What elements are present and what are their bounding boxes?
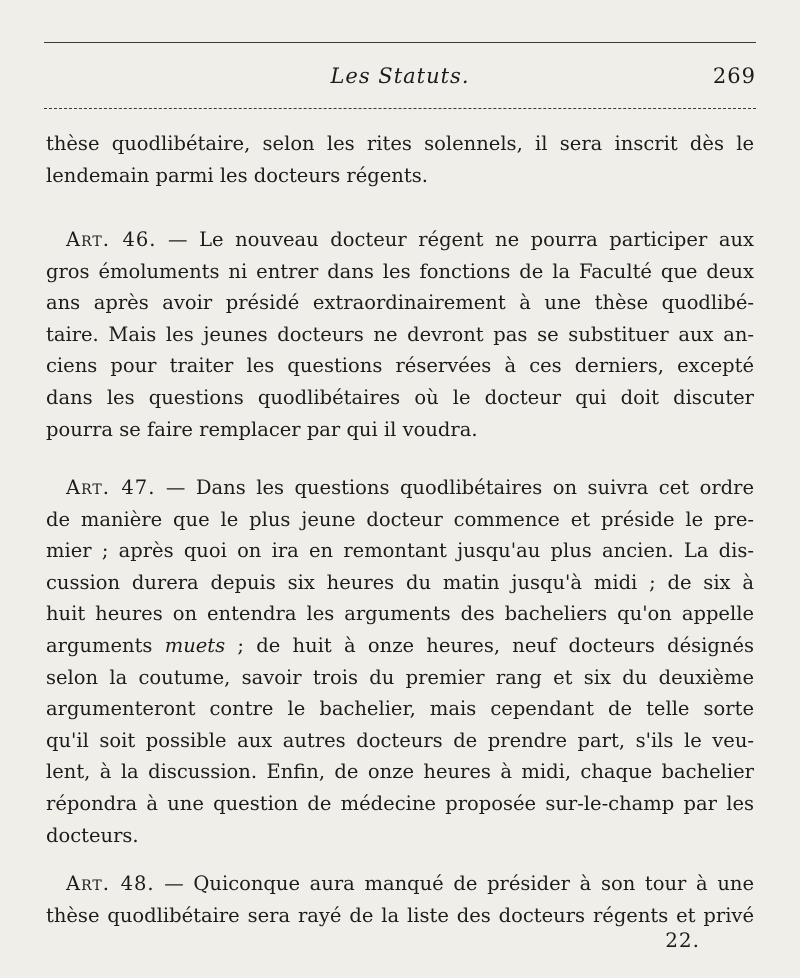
article-48	[46, 868, 754, 931]
text-line: huit heures on entendra les arguments des bacheliers qu'on appelle	[46, 602, 754, 626]
text-segment: ; de huit à onze heures, neuf docteurs désignés	[225, 633, 754, 657]
text-line: dans les questions quodlibétaires où le docteur qui doit discuter	[46, 385, 754, 409]
text-line: lent, à la discussion. Enfin, de onze heures à midi, chaque bachelier	[46, 760, 754, 784]
paragraph-continuation	[46, 128, 754, 191]
text-line	[46, 224, 754, 256]
running-title: Les Statuts.	[330, 64, 470, 88]
text-line: mier ; après quoi on ira en remontant jusqu'au plus ancien. La dis-	[46, 539, 754, 563]
text-line: ans après avoir présidé extraordinairement à une thèse quodlibé-	[46, 291, 754, 315]
article-label: Art. 47.	[66, 476, 156, 499]
article-label: Art. 48.	[66, 872, 155, 895]
text-line: qu'il soit possible aux autres docteurs de prendre part, s'ils le veu-	[46, 728, 754, 752]
header-top-rule	[44, 42, 756, 43]
text-line: cussion durera depuis six heures du matin jusqu'à midi ; de six à	[46, 570, 754, 594]
article-46	[46, 224, 754, 445]
text-line: ciens pour traiter les questions réservées à ces derniers, excepté	[46, 354, 754, 378]
text-line: docteurs.	[46, 823, 139, 847]
text-line: lendemain parmi les docteurs régents.	[46, 163, 428, 187]
text-line: de manière que le plus jeune docteur commence et préside le pre-	[46, 507, 754, 531]
text-line: thèse quodlibétaire, selon les rites solennels, il sera inscrit dès le	[46, 132, 754, 155]
text-segment: — Dans les questions quodlibétaires on suivra cet ordre	[155, 476, 754, 499]
page-number: 269	[712, 64, 756, 88]
text-line: répondra à une question de médecine proposée sur-le-champ par les	[46, 791, 754, 815]
header-bottom-rule	[44, 108, 756, 109]
text-segment: — Le nouveau docteur régent ne pourra participer aux	[156, 228, 755, 251]
text-line: thèse quodlibétaire sera rayé de la liste des docteurs régents et privé	[46, 903, 754, 927]
text-line: pourra se faire remplacer par qui il voudra.	[46, 417, 478, 441]
italic-word: muets	[164, 633, 226, 657]
text-line	[46, 868, 754, 900]
article-label: Art. 46.	[66, 228, 157, 251]
text-line	[46, 472, 754, 504]
text-line	[46, 630, 754, 662]
running-head	[44, 58, 756, 94]
text-line: argumenteront contre le bachelier, mais cependant de telle sorte	[46, 697, 754, 721]
text-segment: arguments	[46, 633, 165, 657]
article-47	[46, 472, 754, 851]
text-segment: — Quiconque aura manqué de présider à son tour à une	[154, 872, 754, 895]
text-line: gros émoluments ni entrer dans les fonctions de la Faculté que deux	[46, 259, 754, 283]
text-line: selon la coutume, savoir trois du premier rang et six du deuxième	[46, 665, 754, 689]
text-line: taire. Mais les jeunes docteurs ne devront pas se substituer aux an-	[46, 322, 754, 346]
signature-mark: 22.	[665, 928, 700, 952]
